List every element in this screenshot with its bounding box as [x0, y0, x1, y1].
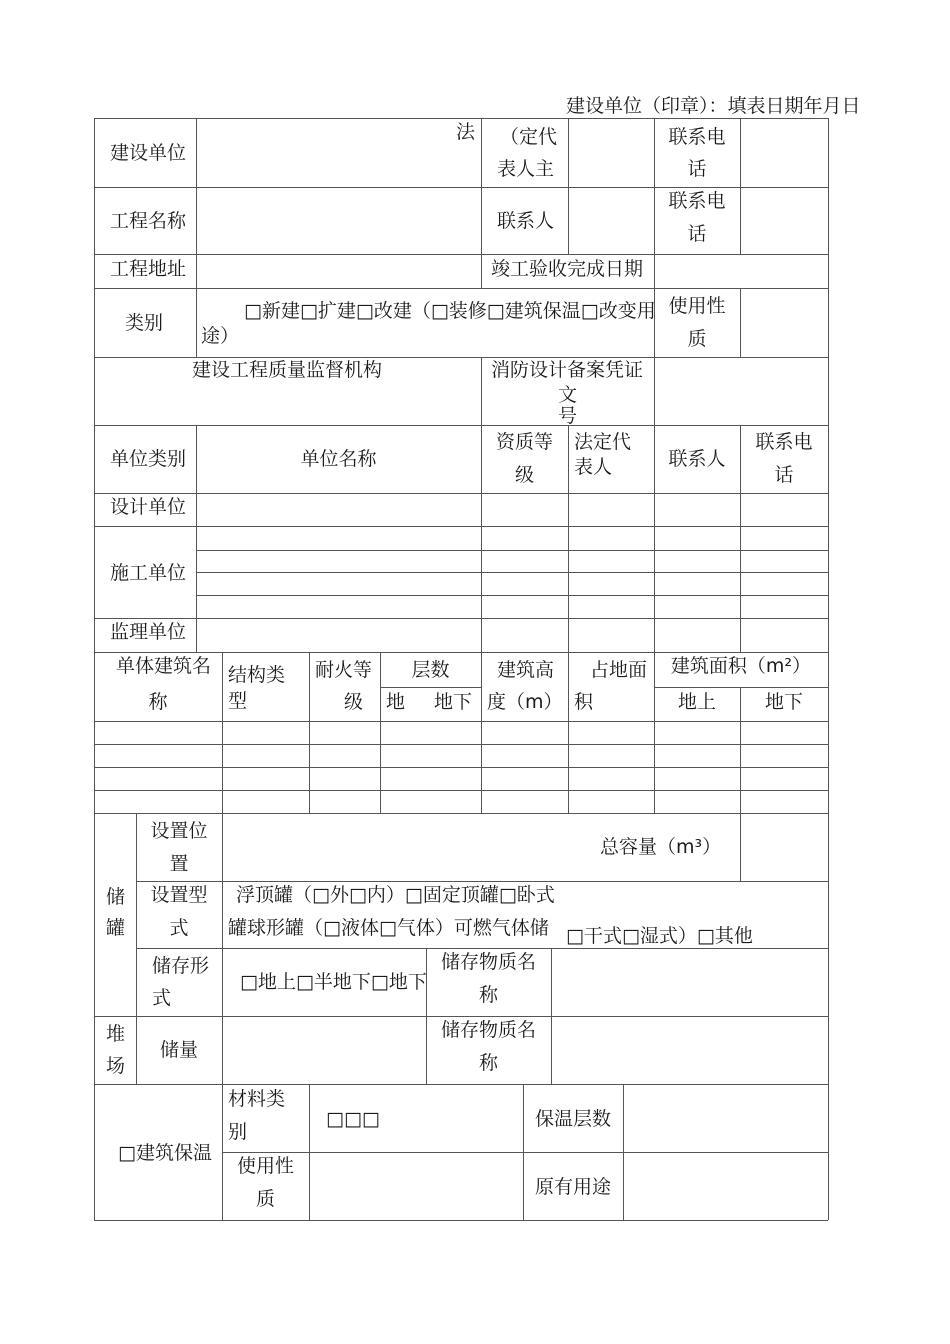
label-set-position-line2: 置 [169, 853, 189, 875]
label-phone2-line1: 联系电 [668, 190, 726, 212]
header-height-line1: 建筑高 [497, 659, 555, 681]
header-land-area-line2: 积 [574, 691, 594, 713]
label-phone2-line2: 话 [687, 223, 707, 245]
label-leibie: 类别 [125, 312, 164, 334]
label-design-unit: 设计单位 [110, 496, 187, 518]
header-structure-line2: 型 [228, 690, 248, 712]
label-stored-material-line2: 称 [478, 984, 498, 1006]
label-original-use: 原有用途 [534, 1176, 611, 1198]
category-options-line1: □新建□扩建□改建（□装修□建筑保温□改变用 [244, 300, 656, 322]
label-storage-amount: 储量 [159, 1039, 198, 1061]
header-legal-rep-line1: 法定代 [574, 431, 632, 453]
tank-form-options-line1: 浮顶罐（□外□内）□固定顶罐□卧式 [236, 884, 555, 906]
label-stored-material-line1: 储存物质名 [440, 951, 536, 973]
label-construction-unit: 施工单位 [110, 562, 187, 584]
label-fa: 法 [456, 121, 476, 143]
label-storage-form-line1: 储存形 [152, 955, 210, 977]
label-set-form-line2: 式 [169, 917, 189, 939]
header-fire-rating-line1: 耐火等 [315, 659, 373, 681]
form-header: 建设单位（印章）：填表日期年月日 [566, 95, 861, 117]
header-building-area: 建筑面积（m²） [670, 655, 812, 677]
header-building-name-line2: 称 [148, 691, 168, 713]
label-phone-line2: 话 [687, 158, 707, 180]
header-legal-rep-line2: 表人 [574, 456, 613, 478]
label-gongcheng-mingcheng: 工程名称 [110, 210, 187, 232]
tank-form-options-line3: □干式□湿式）□其他 [566, 925, 753, 947]
header-area-below: 地下 [764, 691, 803, 713]
label-tank-line2: 罐 [106, 917, 126, 939]
label-use-nature-line2: 质 [687, 328, 707, 350]
header-height-line2: 度（m） [487, 691, 563, 713]
header-floors: 层数 [411, 659, 450, 681]
label-yard-material-line1: 储存物质名 [440, 1019, 536, 1041]
category-options-line2: 途） [201, 325, 240, 347]
label-yard-material-line2: 称 [478, 1052, 498, 1074]
label-legal-rep-line2: 表人主 [497, 158, 555, 180]
label-fire-filing-line3: 号 [558, 405, 578, 424]
label-jianshe-danwei: 建设单位 [110, 142, 187, 164]
label-legal-rep-line1: （定代 [500, 126, 558, 148]
label-insulation-use-line1: 使用性 [236, 1155, 294, 1177]
label-tank-line1: 储 [106, 886, 126, 908]
header-area-above: 地上 [677, 691, 716, 713]
label-material-type-line2: 别 [228, 1121, 248, 1143]
label-yard-line1: 堆 [106, 1023, 126, 1045]
header-unit-name: 单位名称 [300, 448, 377, 470]
header-phone-line2: 话 [774, 464, 794, 486]
label-insulation-use-line2: 质 [255, 1188, 275, 1210]
label-insulation-layers: 保温层数 [534, 1108, 611, 1130]
label-supervision-agency: 建设工程质量监督机构 [192, 359, 383, 381]
header-floors-above: 地 [386, 691, 406, 713]
label-set-position-line1: 设置位 [150, 820, 208, 842]
header-qualification-line1: 资质等 [495, 431, 553, 453]
label-contact-person: 联系人 [497, 210, 555, 232]
storage-form-options: □地上□半地下□地下 [240, 971, 427, 993]
header-floors-below: 地下 [434, 691, 473, 713]
label-phone-line1: 联系电 [668, 126, 726, 148]
header-fire-rating-line2: 级 [344, 691, 364, 713]
material-type-checkboxes: □□□ [326, 1108, 380, 1130]
label-use-nature-line1: 使用性 [668, 295, 726, 317]
label-fire-filing-line1: 消防设计备案凭证 [491, 359, 644, 381]
label-total-volume: 总容量（m³） [600, 836, 722, 858]
label-set-form-line1: 设置型 [150, 884, 208, 906]
header-phone-line1: 联系电 [755, 431, 813, 453]
header-qualification-line2: 级 [514, 464, 534, 486]
label-building-insulation: □建筑保温 [118, 1142, 212, 1164]
label-completion-date: 竣工验收完成日期 [491, 258, 644, 280]
header-contact: 联系人 [668, 448, 726, 470]
label-storage-form-line2: 式 [152, 987, 172, 1009]
header-unit-type: 单位类别 [110, 448, 187, 470]
label-material-type-line1: 材料类 [228, 1088, 286, 1110]
label-fire-filing-line2: 文 [558, 384, 578, 406]
header-land-area-line1: 占地面 [590, 659, 648, 681]
label-supervision-unit: 监理单位 [110, 621, 187, 643]
label-gongcheng-dizhi: 工程地址 [110, 258, 187, 280]
tank-form-options-line2: 罐球形罐（□液体□气体）可燃气体储 [228, 917, 549, 939]
header-structure-line1: 结构类 [228, 664, 286, 686]
header-building-name-line1: 单体建筑名 [116, 655, 212, 677]
label-yard-line2: 场 [106, 1055, 126, 1077]
